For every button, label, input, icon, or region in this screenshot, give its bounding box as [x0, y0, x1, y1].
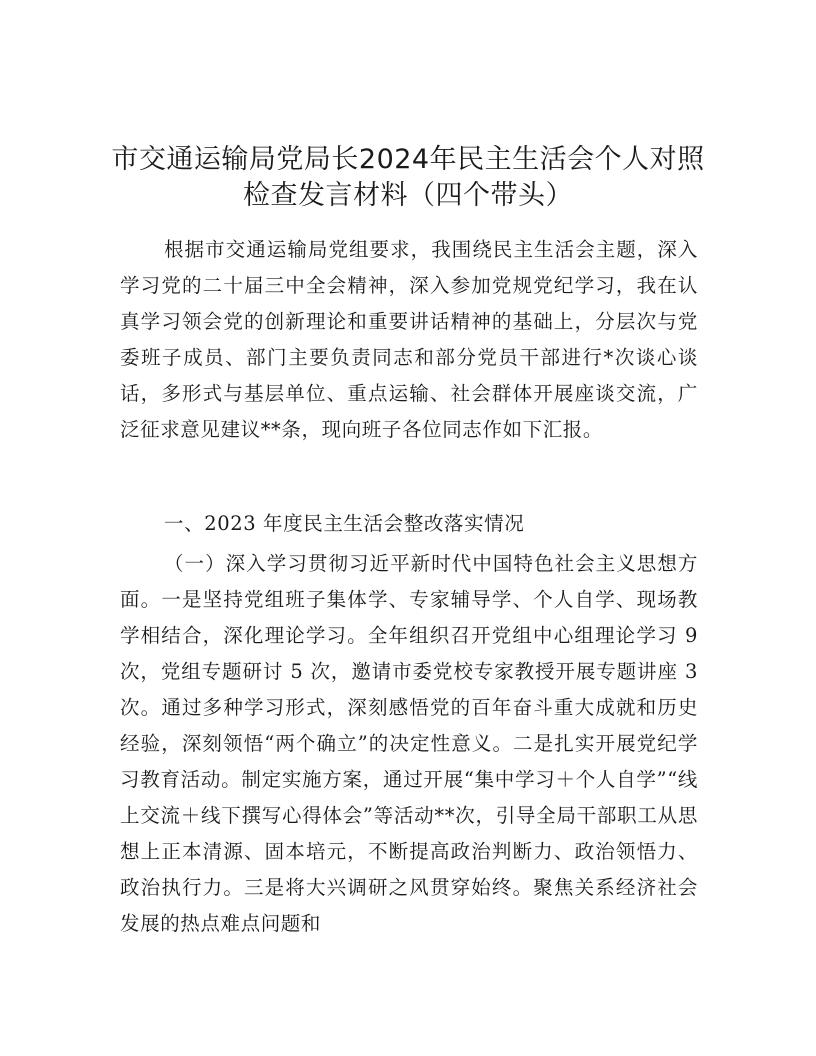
section-paragraph: （一）深入学习贯彻习近平新时代中国特色社会主义思想方面。一是坚持党组班子集体学、专家辅导学、个人自学、现场教学相结合，深化理论学习。全年组织召开党组中心组理论学习 9 次，党组专题研讨 5 次，邀请市委党校专家教授开展专题讲座 3 次。通过多种学习形式，深刻感悟党的百年奋斗重大成就和历史经验，深刻领悟“两个确立”的决定性意义。二是扎实开展党纪学习教育活动。制定实施方案，通过开展“集中学习＋个人自学”“线上交流＋线下撰写心得体会”等活动**次，引导全局干部职工从思想上正本清源、固本培元，不断提高政治判断力、政治领悟力、政治执行力。三是将大兴调研之风贯穿始终。聚焦关系经济社会发展的热点难点问题和: [120, 552, 698, 935]
intro-paragraph: 根据市交通运输局党组要求，我围绕民主生活会主题，深入学习党的二十届三中全会精神，深入参加党规党纪学习，我在认真学习领会党的创新理论和重要讲话精神的基础上，分层次与党委班子成员、部门主要负责同志和部分党员干部进行*次谈心谈话，多形式与基层单位、重点运输、社会群体开展座谈交流，广泛征求意见建议**条，现向班子各位同志作如下汇报。: [120, 238, 698, 441]
section-heading: 一、2023 年度民主生活会整改落实情况: [164, 512, 525, 535]
document-title: 市交通运输局党局长2024年民主生活会个人对照检查发言材料（四个带头）: [111, 144, 705, 211]
